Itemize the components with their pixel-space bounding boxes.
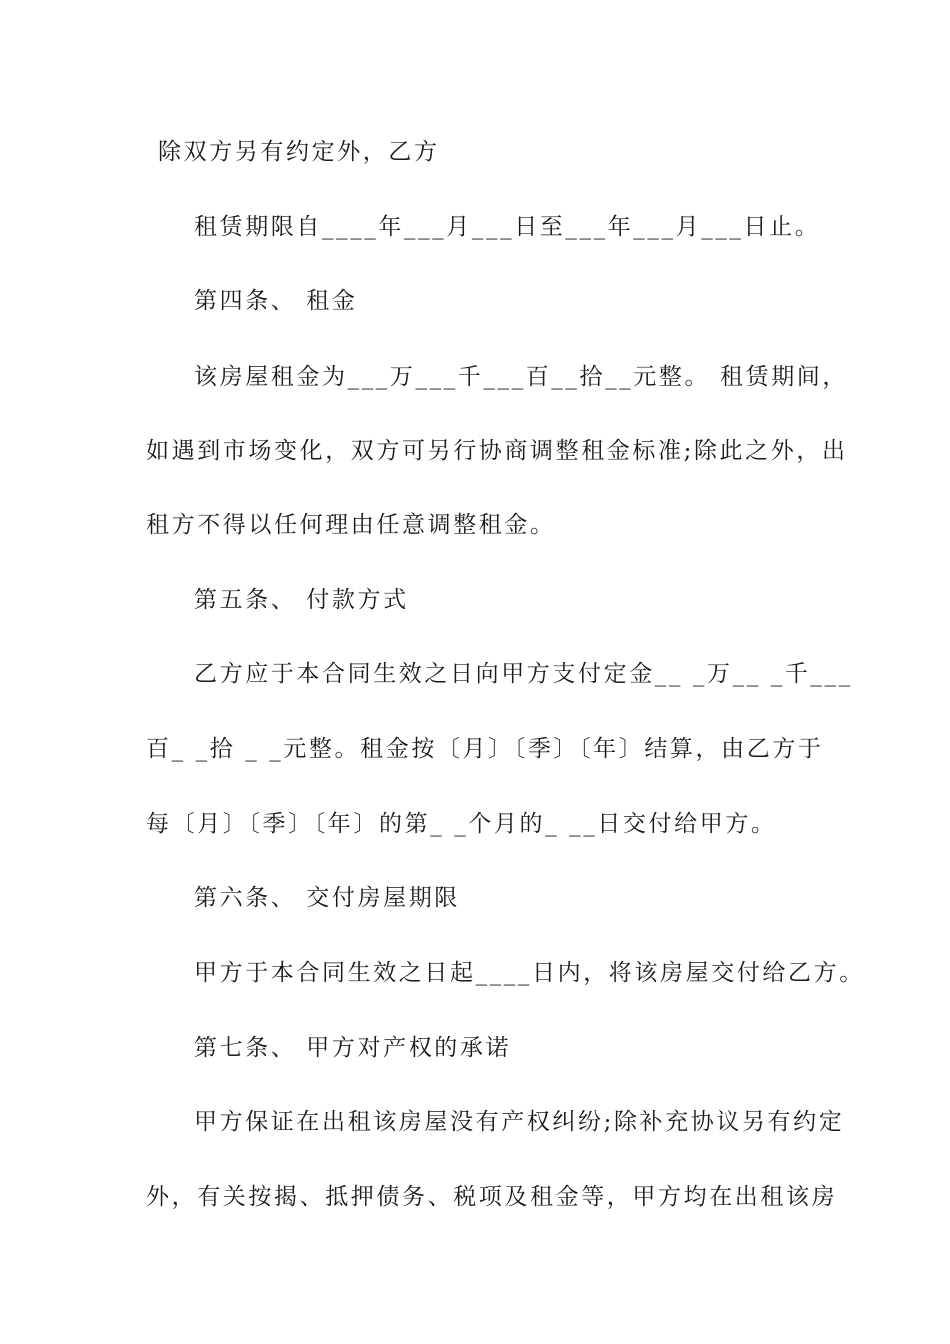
paragraph-line: 每〔月〕〔季〕〔年〕的第_ _个月的_ __日交付给甲方。 xyxy=(146,811,777,837)
paragraph-line: 除双方另有约定外，乙方 xyxy=(158,139,440,165)
article-7-heading: 第七条、 甲方对产权的承诺 xyxy=(194,1035,512,1061)
paragraph-line: 租方不得以任何理由任意调整租金。 xyxy=(146,512,556,538)
delivery-term-line: 甲方于本合同生效之日起____日内，将该房屋交付给乙方。 xyxy=(194,960,865,986)
paragraph-line: 如遇到市场变化，双方可另行协商调整租金标准;除此之外，出 xyxy=(146,438,848,464)
ownership-promise-line: 甲方保证在出租该房屋没有产权纠纷;除补充协议另有约定 xyxy=(194,1109,845,1135)
article-6-heading: 第六条、 交付房屋期限 xyxy=(194,885,460,911)
deposit-line: 乙方应于本合同生效之日向甲方支付定金__ _万__ _千___ xyxy=(194,661,853,687)
rent-amount-line: 该房屋租金为___万___千___百__拾__元整。 租赁期间， xyxy=(194,364,849,390)
paragraph-line: 外，有关按揭、抵押债务、税项及租金等，甲方均在出租该房 xyxy=(146,1184,838,1210)
lease-term-line: 租赁期限自____年___月___日至___年___月___日止。 xyxy=(194,214,821,240)
article-5-heading: 第五条、 付款方式 xyxy=(194,587,409,613)
article-4-heading: 第四条、 租金 xyxy=(194,288,358,314)
paragraph-line: 百_ _拾 _ _元整。租金按〔月〕〔季〕〔年〕结算，由乙方于 xyxy=(146,736,824,762)
